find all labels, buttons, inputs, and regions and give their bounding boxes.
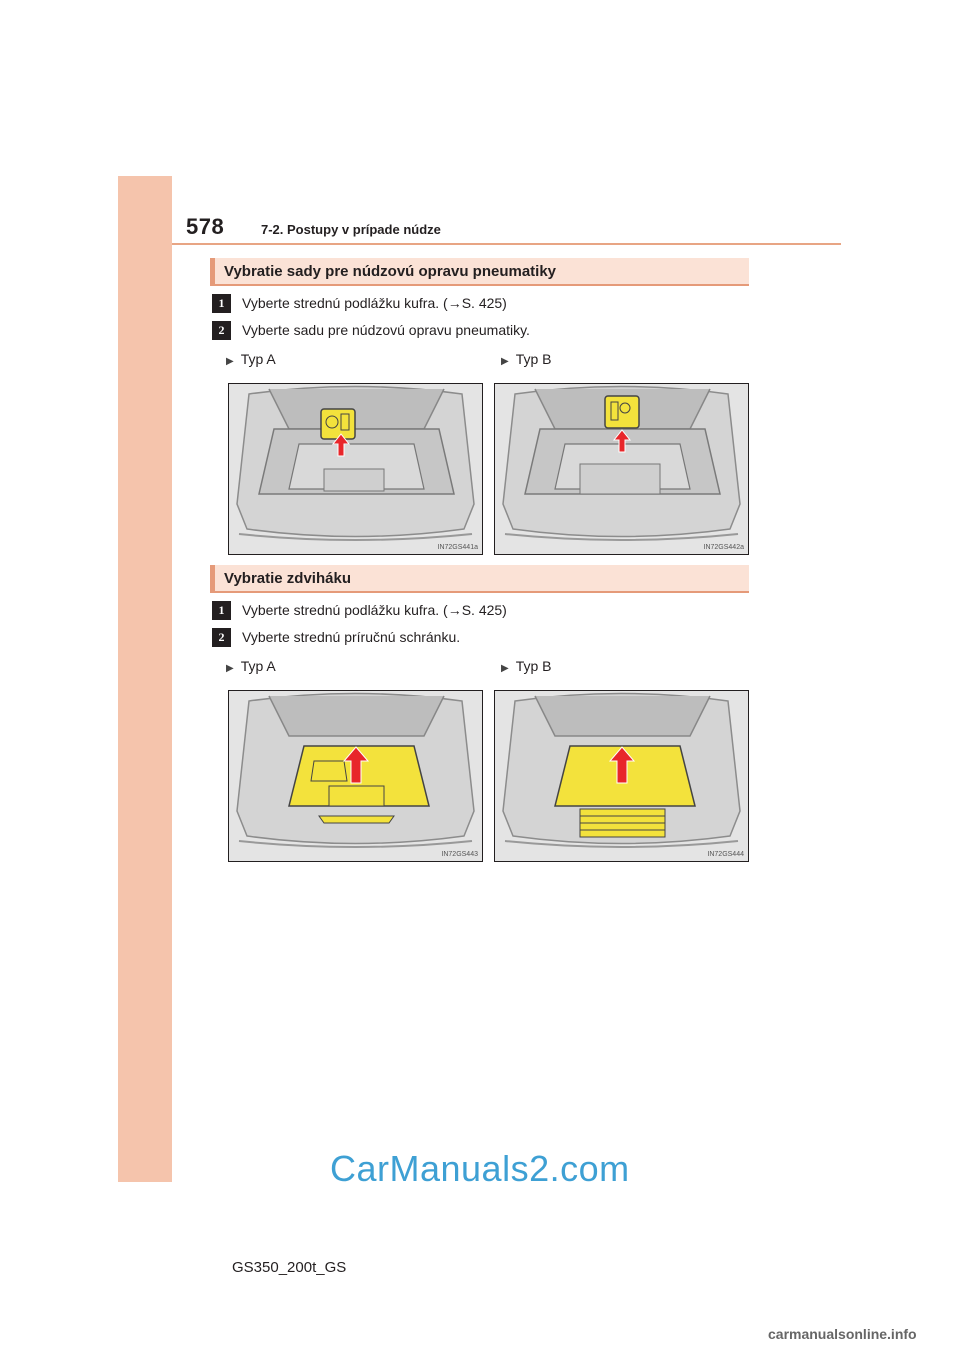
figure-jack-type-b <box>494 690 749 862</box>
trunk-illustration <box>495 384 748 554</box>
chapter-title: 7-2. Postupy v prípade núdze <box>261 222 441 237</box>
figure-jack-type-a <box>228 690 483 862</box>
figure-repair-kit-type-b <box>494 383 749 555</box>
triangle-bullet-icon: ▶ <box>226 356 234 367</box>
page-number: 578 <box>186 214 225 239</box>
section-heading-repair-kit: Vybratie sady pre núdzovú opravu pneumatiky <box>210 258 749 286</box>
figure-code: IN72GS443 <box>441 851 478 858</box>
figure-code: IN72GS442a <box>703 544 744 551</box>
figure-code: IN72GS441a <box>437 544 478 551</box>
chapter-tab-sidebar <box>118 176 172 1182</box>
watermark-site: carmanualsonline.info <box>768 1326 917 1342</box>
footer-model-code: GS350_200t_GS <box>232 1259 347 1276</box>
trunk-illustration <box>495 691 748 861</box>
figure-label-type-b: ▶ Typ B <box>501 351 552 367</box>
triangle-bullet-icon: ▶ <box>501 356 509 367</box>
figure-code: IN72GS444 <box>707 851 744 858</box>
section-heading-jack: Vybratie zdviháku <box>210 565 749 593</box>
watermark-logo: CarManuals2.com <box>330 1148 630 1189</box>
figure-repair-kit-type-a <box>228 383 483 555</box>
repair-kit-highlight <box>321 409 355 439</box>
figure-label-type-a: ▶ Typ A <box>226 658 276 674</box>
figure-label-type-b: ▶ Typ B <box>501 658 552 674</box>
triangle-bullet-icon: ▶ <box>501 663 509 674</box>
repair-kit-highlight <box>605 396 639 428</box>
trunk-illustration <box>229 691 482 861</box>
figure-label-type-a: ▶ Typ A <box>226 351 276 367</box>
trunk-illustration <box>229 384 482 554</box>
triangle-bullet-icon: ▶ <box>226 663 234 674</box>
header-rule <box>172 243 841 245</box>
